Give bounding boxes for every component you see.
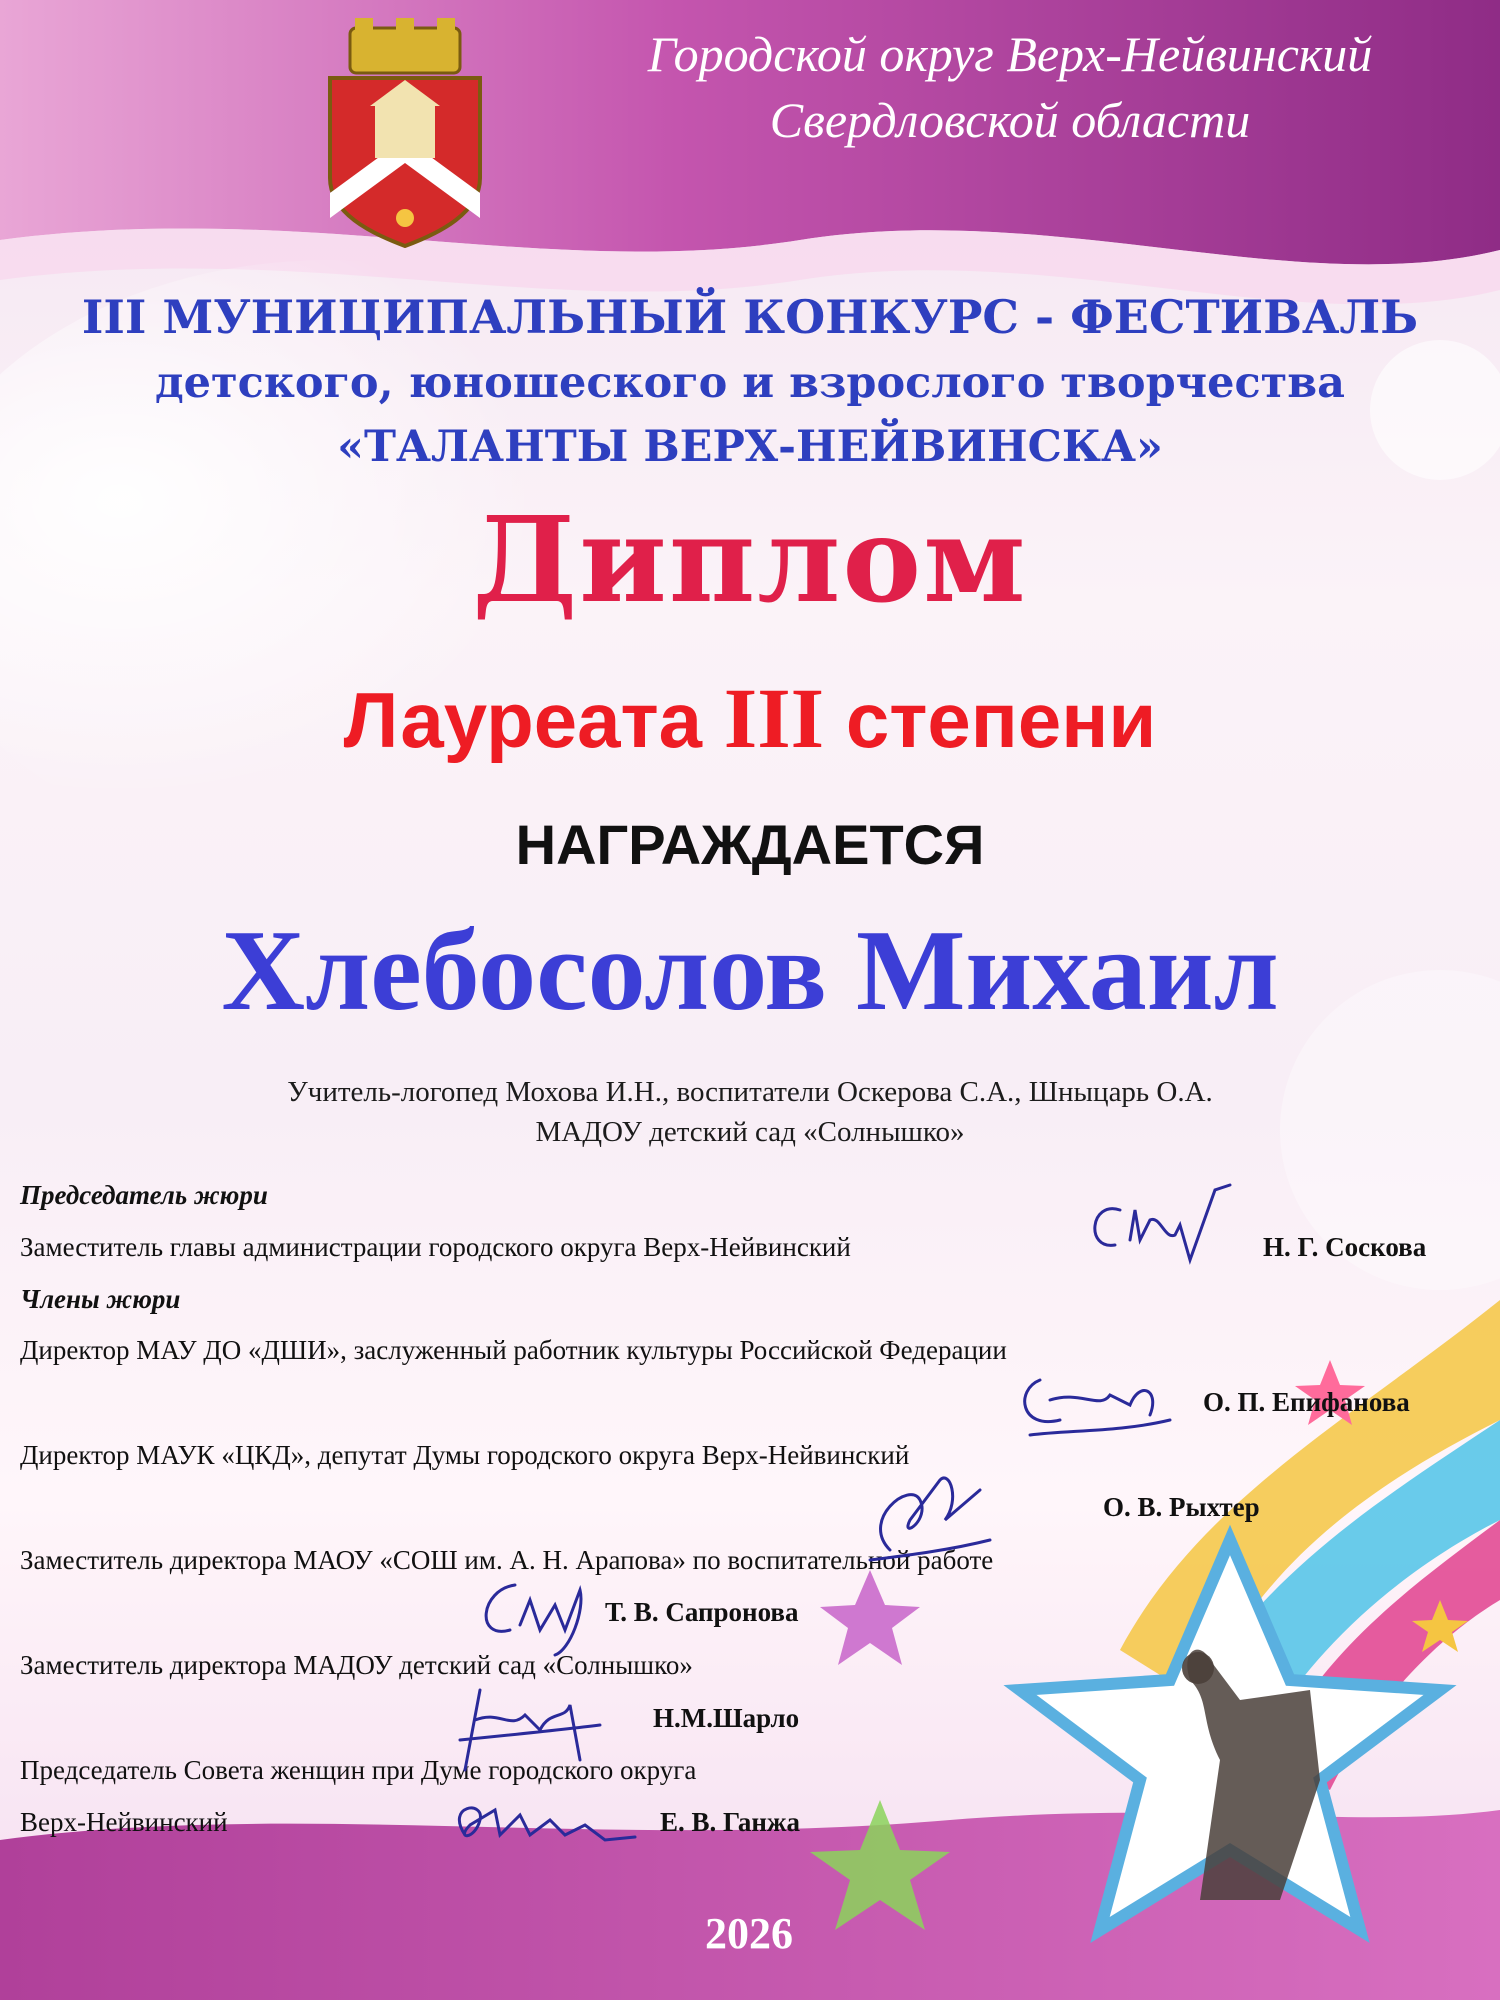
jury-member-position-line2: Верх-Нейвинский — [20, 1807, 228, 1837]
signature-image — [850, 1460, 1000, 1570]
jury-member-position: Заместитель директора МАОУ «СОШ им. А. Н. Арапова» по воспитательной работе — [20, 1545, 994, 1575]
awarded-label: НАГРАЖДАЕТСЯ — [515, 813, 985, 876]
recipient-name: Хлебосолов Михаил — [221, 907, 1279, 1035]
jury-chair-position: Заместитель главы администрации городского округа Верх-Нейвинский — [20, 1232, 851, 1262]
jury-member-name: Т. В. Сапронова — [605, 1597, 799, 1627]
leaders-line1: Учитель-логопед Мохова И.Н., воспитатели Оскерова С.А., Шныцарь О.А. — [287, 1076, 1213, 1108]
jury-member-name: О. П. Епифанова — [1203, 1387, 1410, 1417]
footer-year: 2026 — [705, 1909, 793, 1958]
signature-image — [445, 1795, 645, 1855]
festival-subtitle: детского, юношеского и взрослого творчества — [154, 358, 1346, 408]
signature-image — [450, 1670, 610, 1780]
jury-member-name: Е. В. Ганжа — [660, 1807, 800, 1837]
festival-title: III МУНИЦИПАЛЬНЫЙ КОНКУРС - ФЕСТИВАЛЬ — [81, 290, 1419, 344]
jury-member-position: Директор МАУК «ЦКД», депутат Думы городского округа Верх-Нейвинский — [20, 1440, 910, 1470]
leaders-line2: МАДОУ детский сад «Солнышко» — [535, 1116, 965, 1148]
region-title-line1: Городской округ Верх-Нейвинский — [647, 26, 1373, 82]
jury-chair-heading: Председатель жюри — [20, 1180, 268, 1210]
laureate-suffix: степени — [845, 676, 1157, 764]
jury-member-name: О. В. Рыхтер — [1103, 1492, 1260, 1522]
jury-members-heading: Члены жюри — [20, 1284, 181, 1314]
jury-member-position: Заместитель директора МАДОУ детский сад «Солнышко» — [20, 1650, 693, 1680]
festival-name: «ТАЛАНТЫ ВЕРХ-НЕЙВИНСКА» — [337, 422, 1163, 472]
signature-image — [1010, 1360, 1180, 1450]
signature-image — [1080, 1180, 1260, 1280]
diploma-title: Диплом — [472, 490, 1028, 629]
region-title-line2: Свердловской области — [769, 92, 1251, 148]
signature-image — [470, 1570, 610, 1660]
coat-of-arms-logo — [320, 18, 490, 248]
jury-member-position: Председатель Совета женщин при Думе городского округа — [20, 1755, 697, 1785]
jury-member-name: Н.М.Шарло — [653, 1703, 800, 1733]
jury-member-position: Директор МАУ ДО «ДШИ», заслуженный работник культуры Российской Федерации — [20, 1335, 1007, 1365]
laureate-degree — [0, 668, 1500, 768]
laureate-prefix: Лауреата — [343, 676, 703, 764]
jury-chair-name: Н. Г. Соскова — [1263, 1232, 1427, 1262]
laureate-roman: III — [723, 670, 825, 766]
